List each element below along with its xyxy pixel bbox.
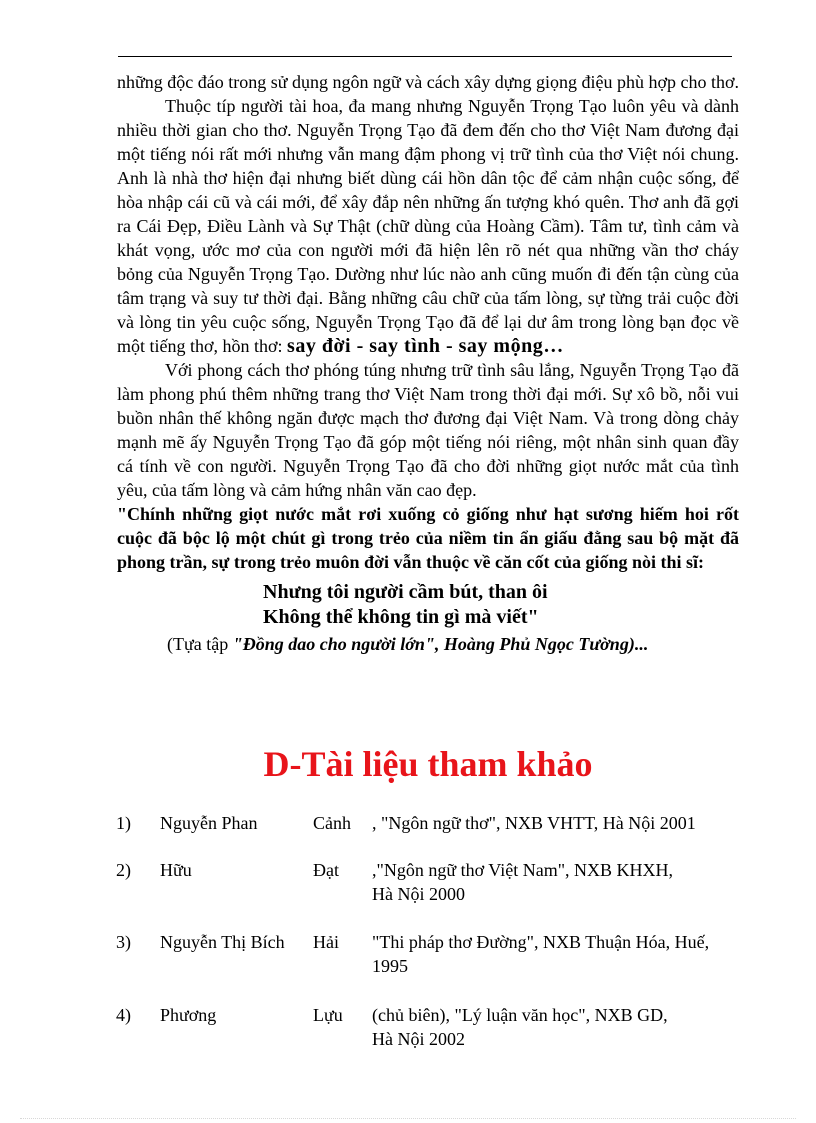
reference-author-surname: Đạt <box>313 860 339 880</box>
reference-detail: ,"Ngôn ngữ thơ Việt Nam", NXB KHXH, Hà Nội 2000 <box>372 860 674 904</box>
reference-number: 4) <box>116 1005 131 1025</box>
quote-paragraph: "Chính những giọt nước mắt rơi xuống cỏ giống như hạt sương hiếm hoi rốt cuộc đã bộc lộ một chút gì trong trẻo của niềm tin ẩn giấu đằng sau bộ mặt đã phong trần, sự trong trẻo muôn đời vẫn thuộc về căn cốt của giống nòi thi sĩ: <box>117 504 739 572</box>
poem-line-1: Nhưng tôi người cầm bút, than ôi <box>263 581 548 603</box>
poem <box>117 580 739 630</box>
reference-item <box>116 1003 756 1051</box>
paragraph-2-text: Thuộc típ người tài hoa, đa mang nhưng Nguyễn Trọng Tạo luôn yêu và dành nhiều thời gian cho thơ. Nguyễn Trọng Tạo đã đem đến cho thơ Việt Nam đương đại một tiếng nói rất mới nhưng vẫn mang đậm phong vị trữ tình của thơ Việt nói chung. Anh là nhà thơ hiện đại nhưng biết dùng cái hồn dân tộc để cảm nhận cuộc sống, để hòa nhập cái cũ và cái mới, để xây đắp nên những ấn tượng khó quên. Thơ anh đã gợi ra Cái Đẹp, Điều Lành và Sự Thật (chữ dùng của Hoàng Cầm). Tâm tư, tình cảm và khát vọng, ước mơ của con người mới đã hiện lên rõ nét qua những vần thơ cháy bỏng của Nguyễn Trọng Tạo. Dường như lúc nào anh cũng muốn đi đến tận cùng của tâm trạng và suy tư thời đại. Bằng những câu chữ của tấm lòng, sự từng trải cuộc đời và lòng tin yêu cuộc sống, Nguyễn Trọng Tạo đã để lại dư âm trong lòng bạn đọc về một tiếng thơ, hồn thơ: <box>117 96 739 356</box>
header-rule <box>118 56 732 57</box>
page-bottom-border <box>20 1118 796 1119</box>
reference-author-name: Nguyễn Thị Bích <box>160 932 285 952</box>
poem-line-2: Không thể không tin gì mà viết" <box>263 606 539 628</box>
reference-detail: (chủ biên), "Lý luận văn học", NXB GD, Hà Nội 2002 <box>372 1005 668 1049</box>
reference-detail: "Thi pháp thơ Đường", NXB Thuận Hóa, Huế, 1995 <box>372 932 710 976</box>
reference-author-name: Phương <box>160 1005 217 1025</box>
source-prefix: (Tựa tập <box>167 634 233 654</box>
reference-item <box>116 930 756 978</box>
reference-item <box>116 811 756 835</box>
references-heading: D-Tài liệu tham khảo <box>263 744 593 784</box>
reference-number: 3) <box>116 932 131 952</box>
reference-author-surname: Hải <box>313 932 339 952</box>
reference-author-name: Hữu <box>160 860 192 880</box>
reference-detail: , "Ngôn ngữ thơ", NXB VHTT, Hà Nội 2001 <box>372 813 696 833</box>
reference-author-surname: Lựu <box>313 1005 343 1025</box>
reference-author-surname: Cảnh <box>313 813 351 833</box>
quote-source <box>117 632 739 656</box>
reference-item <box>116 858 756 906</box>
reference-author-name: Nguyễn Phan <box>160 813 258 833</box>
paragraph-2-emphasis: say đời - say tình - say mộng… <box>287 335 564 357</box>
paragraph-2 <box>117 94 739 358</box>
body-text <box>117 70 739 656</box>
paragraph-1: những độc đáo trong sử dụng ngôn ngữ và cách xây dựng giọng điệu phù hợp cho thơ. <box>117 72 739 92</box>
reference-number: 1) <box>116 813 131 833</box>
reference-number: 2) <box>116 860 131 880</box>
paragraph-3: Với phong cách thơ phóng túng nhưng trữ tình sâu lắng, Nguyễn Trọng Tạo đã làm phong phú thêm những trang thơ Việt Nam trong thời đại mới. Sự xô bồ, nỗi vui buồn nhân thế không ngăn được mạch thơ đương đại Việt Nam. Và trong dòng chảy mạnh mẽ ấy Nguyễn Trọng Tạo đã góp một tiếng nói riêng, một nhân sinh quan đầy cá tính về con người. Nguyễn Trọng Tạo đã cho đời những giọt nước mắt của tình yêu, của tấm lòng và cảm hứng nhân văn cao đẹp. <box>117 360 739 500</box>
source-title: "Đồng dao cho người lớn", Hoàng Phủ Ngọc Tường)... <box>232 634 649 654</box>
